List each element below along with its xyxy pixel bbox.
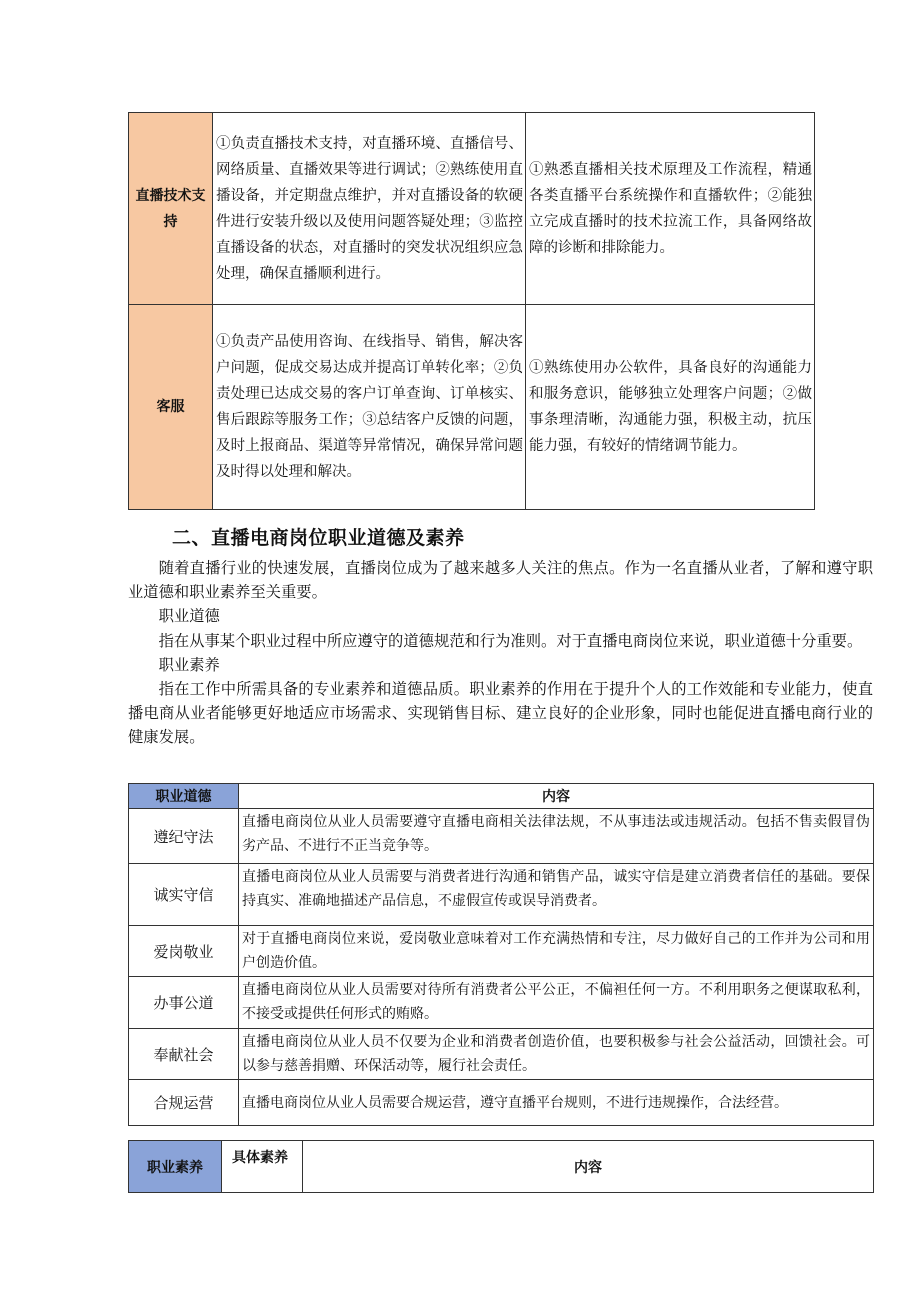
ethics-label: 办事公道 [129, 977, 239, 1029]
requirement-description: ①熟悉直播相关技术原理及工作流程，精通各类直播平台系统操作和直播软件；②能独立完成直播时的技术拉流工作，具备网络故障的诊断和排除能力。 [526, 113, 815, 305]
professional-literacy-table [128, 1140, 874, 1193]
ethics-content: 直播电商岗位从业人员需要对待所有消费者公平公正，不偏袒任何一方。不利用职务之便谋取私利，不接受或提供任何形式的贿赂。 [239, 977, 874, 1029]
ethics-label: 遵纪守法 [129, 809, 239, 864]
literacy-definition: 指在工作中所需具备的专业素养和道德品质。职业素养的作用在于提升个人的工作效能和专业能力，使直播电商从业者能够更好地适应市场需求、实现销售目标、建立良好的企业形象，同时也能促进直播电商行业的健康发展。 [128, 680, 873, 747]
table-row [129, 926, 874, 977]
ethics-content: 直播电商岗位从业人员需要合规运营，遵守直播平台规则，不进行违规操作，合法经营。 [239, 1080, 874, 1126]
specific-literacy-header: 具体素养 [222, 1141, 303, 1193]
intro-paragraph: 随着直播行业的快速发展，直播岗位成为了越来越多人关注的焦点。作为一名直播从业者，了解和遵守职业道德和职业素养至关重要。 [128, 559, 873, 602]
duty-description: ①负责产品使用咨询、在线指导、销售，解决客户问题，促成交易达成并提高订单转化率；②负责处理已达成交易的客户订单查询、订单核实、售后跟踪等服务工作；③总结客户反馈的问题，及时上报商品、渠道等异常情况，确保异常问题及时得以处理和解决。 [213, 305, 526, 510]
table-row [129, 1029, 874, 1080]
ethics-content: 直播电商岗位从业人员需要与消费者进行沟通和销售产品，诚实守信是建立消费者信任的基础。要保持真实、准确地描述产品信息，不虚假宣传或误导消费者。 [239, 864, 874, 926]
ethics-heading: 职业道德 [158, 607, 220, 626]
table-row [129, 809, 874, 864]
section-body [128, 556, 873, 750]
ethics-label: 爱岗敬业 [129, 926, 239, 977]
requirement-description: ①熟练使用办公软件，具备良好的沟通能力和服务意识，能够独立处理客户问题；②做事条理清晰，沟通能力强，积极主动，抗压能力强，有较好的情绪调节能力。 [526, 305, 815, 510]
table-row [129, 977, 874, 1029]
literacy-heading: 职业素养 [158, 655, 220, 674]
table-row [129, 113, 815, 305]
position-name: 直播技术支持 [129, 113, 213, 305]
ethics-content: 直播电商岗位从业人员需要遵守直播电商相关法律法规，不从事违法或违规活动。包括不售卖假冒伪劣产品、不进行不正当竞争等。 [239, 809, 874, 864]
table-header-row [129, 784, 874, 809]
ethics-column-header: 职业道德 [129, 784, 239, 809]
position-name: 客服 [129, 305, 213, 510]
ethics-content: 直播电商岗位从业人员不仅要为企业和消费者创造价值，也要积极参与社会公益活动，回馈社会。可以参与慈善捐赠、环保活动等，履行社会责任。 [239, 1029, 874, 1080]
literacy-column-header: 职业素养 [129, 1141, 222, 1193]
table-row [129, 864, 874, 926]
content-column-header: 内容 [303, 1141, 874, 1193]
content-column-header: 内容 [239, 784, 874, 809]
ethics-definition: 指在从事某个职业过程中所应遵守的道德规范和行为准则。对于直播电商岗位来说，职业道德十分重要。 [158, 631, 863, 650]
table-header-row [129, 1141, 874, 1193]
ethics-label: 奉献社会 [129, 1029, 239, 1080]
job-duty-table [128, 112, 815, 510]
table-row [129, 1080, 874, 1126]
ethics-label: 合规运营 [129, 1080, 239, 1126]
table-row [129, 305, 815, 510]
ethics-content: 对于直播电商岗位来说，爱岗敬业意味着对工作充满热情和专注，尽力做好自己的工作并为公司和用户创造价值。 [239, 926, 874, 977]
ethics-label: 诚实守信 [129, 864, 239, 926]
professional-ethics-table [128, 783, 874, 1126]
duty-description: ①负责直播技术支持，对直播环境、直播信号、网络质量、直播效果等进行调试；②熟练使用直播设备，并定期盘点维护，并对直播设备的软硬件进行安装升级以及使用问题答疑处理；③监控直播设备的状态，对直播时的突发状况组织应急处理，确保直播顺利进行。 [213, 113, 526, 305]
section-title: 二、直播电商岗位职业道德及素养 [172, 527, 465, 549]
